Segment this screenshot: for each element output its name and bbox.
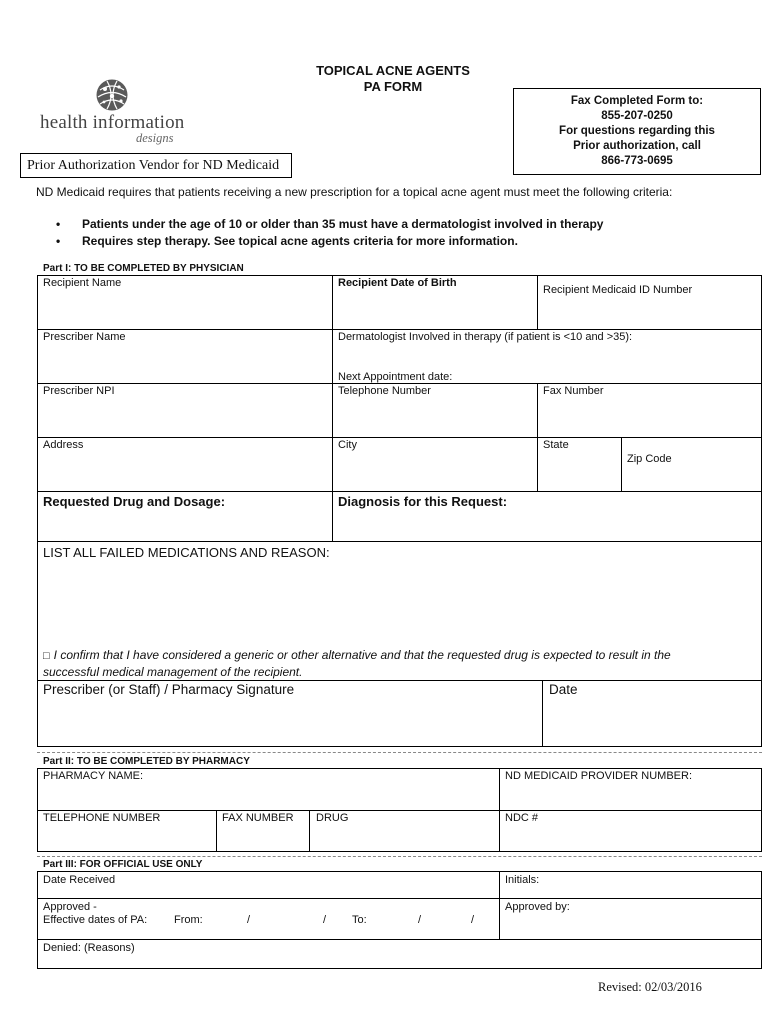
pharmacy-name-label: PHARMACY NAME: (43, 770, 144, 782)
requested-drug-label: Requested Drug and Dosage: (43, 494, 226, 509)
provider-number-label: ND MEDICAID PROVIDER NUMBER: (505, 770, 693, 782)
city-field[interactable] (335, 454, 533, 488)
failed-medications-label: LIST ALL FAILED MEDICATIONS AND REASON: (43, 545, 330, 560)
section-separator (37, 752, 762, 753)
part2-heading: Part II: TO BE COMPLETED BY PHARMACY (43, 756, 250, 767)
confirm-line-1 (43, 648, 671, 665)
date-received-label: Date Received (43, 874, 116, 886)
initials-field[interactable] (552, 874, 758, 896)
section-separator (37, 856, 762, 857)
prescriber-npi-field[interactable] (40, 400, 328, 434)
fax-line-1: Fax Completed Form to: (570, 95, 704, 107)
fax-line-3: For questions regarding this (559, 125, 715, 137)
denied-label: Denied: (Reasons) (43, 942, 135, 954)
diagnosis-label: Diagnosis for this Request: (338, 494, 508, 509)
form-title (288, 63, 498, 95)
part3-row-divider (37, 939, 762, 940)
provider-number-field[interactable] (502, 785, 758, 807)
fax-line-2: 855-207-0250 (601, 110, 673, 122)
prescriber-name-field[interactable] (40, 346, 328, 380)
confirm-line-2 (43, 665, 671, 681)
recipient-dob-label: Recipient Date of Birth (338, 277, 457, 289)
state-label: State (543, 439, 569, 451)
vendor-label: Prior Authorization Vendor for ND Medicaid (20, 153, 292, 178)
pharmacy-fax-label: FAX NUMBER (222, 812, 294, 824)
to-label: To: (352, 914, 367, 926)
recipient-dob-field[interactable] (335, 292, 533, 326)
failed-medications-field[interactable] (40, 563, 758, 643)
signature-field[interactable] (40, 702, 538, 744)
part3-heading: Part III: FOR OFFICIAL USE ONLY (43, 859, 203, 870)
to-date-field[interactable] (372, 912, 495, 934)
date-received-field[interactable] (140, 874, 495, 896)
fax-number-label: Fax Number (543, 385, 604, 397)
initials-label: Initials: (505, 874, 540, 886)
prescriber-name-label: Prescriber Name (43, 331, 126, 343)
confirm-text-2: successful medical management of the recipient. (43, 664, 303, 679)
signature-date-field[interactable] (546, 702, 758, 744)
part2-col-divider (309, 810, 310, 852)
state-field[interactable] (540, 454, 618, 488)
drug-label: DRUG (316, 812, 349, 824)
from-date-slash: / (247, 914, 251, 926)
intro-text: ND Medicaid requires that patients receiving a new prescription for a topical acne agent must meet the following criteria: (36, 185, 673, 199)
hid-globe-logo-icon (95, 78, 129, 112)
approved-by-field[interactable] (502, 916, 758, 936)
dermatologist-label: Dermatologist Involved in therapy (if patient is <10 and >35): (338, 331, 633, 343)
pharmacy-telephone-field[interactable] (40, 827, 212, 849)
revised-date: Revised: 02/03/2016 (598, 980, 702, 994)
fax-line-5: 866-773-0695 (601, 155, 673, 167)
dermatologist-field[interactable] (335, 346, 758, 370)
approved-by-label: Approved by: (505, 901, 570, 913)
telephone-label: Telephone Number (338, 385, 431, 397)
fax-number-field[interactable] (540, 400, 758, 434)
from-label: From: (174, 914, 203, 926)
recipient-name-label: Recipient Name (43, 277, 122, 289)
pharmacy-telephone-label: TELEPHONE NUMBER (43, 812, 161, 824)
logo-wordmark: health information (40, 112, 185, 133)
from-date-field[interactable] (210, 912, 340, 934)
address-label: Address (43, 439, 84, 451)
to-date-slash: / (418, 914, 422, 926)
drug-field[interactable] (312, 827, 495, 849)
part1-col-divider (537, 383, 538, 491)
confirm-statement (43, 648, 671, 680)
part1-row-divider (37, 541, 762, 542)
to-date-slash: / (471, 914, 475, 926)
part2-col-divider (216, 810, 217, 852)
prescriber-npi-label: Prescriber NPI (43, 385, 115, 397)
form-title-line1: TOPICAL ACNE AGENTS (316, 63, 470, 78)
recipient-id-field[interactable] (540, 300, 758, 326)
signature-label: Prescriber (or Staff) / Pharmacy Signature (43, 682, 295, 697)
criteria-item: • Patients under the age of 10 or older than 35 must have a dermatologist involved in therapy (56, 216, 603, 233)
form-title-line2: PA FORM (363, 79, 423, 94)
confirm-checkbox[interactable]: □ (43, 650, 50, 662)
part1-heading: Part I: TO BE COMPLETED BY PHYSICIAN (43, 263, 244, 274)
date-label: Date (549, 682, 578, 697)
city-label: City (338, 439, 357, 451)
fax-info-box (513, 88, 761, 175)
diagnosis-field[interactable] (335, 512, 758, 539)
telephone-field[interactable] (335, 400, 533, 434)
recipient-name-field[interactable] (40, 292, 328, 326)
part1-row-divider (37, 383, 762, 384)
part1-row-divider (37, 680, 762, 681)
address-field[interactable] (40, 454, 328, 488)
pharmacy-name-field[interactable] (40, 785, 495, 807)
zip-code-label: Zip Code (627, 453, 672, 465)
approved-label: Approved - (43, 901, 97, 913)
part1-col-divider (621, 437, 622, 491)
ndc-label: NDC # (505, 812, 539, 824)
fax-line-4: Prior authorization, call (573, 140, 701, 152)
part1-col-divider (537, 275, 538, 329)
criteria-item: • Requires step therapy. See topical acne agents criteria for more information. (56, 233, 603, 250)
part3-col-divider (499, 871, 500, 939)
part2-row-divider (37, 810, 762, 811)
part1-col-divider (332, 275, 333, 541)
requested-drug-field[interactable] (40, 512, 328, 539)
logo-subtitle: designs (136, 131, 174, 145)
confirm-text-1: I confirm that I have considered a generic or other alternative and that the requested drug is expected to result in the (53, 648, 671, 662)
part3-row-divider (37, 898, 762, 899)
denied-reasons-field[interactable] (150, 942, 758, 966)
part2-col-divider (499, 768, 500, 852)
part1-row-divider (37, 437, 762, 438)
zip-code-field[interactable] (624, 468, 758, 488)
pharmacy-fax-field[interactable] (219, 827, 305, 849)
next-appointment-label: Next Appointment date: (338, 371, 453, 383)
effective-dates-label: Effective dates of PA: (43, 914, 148, 926)
part1-row-divider (37, 491, 762, 492)
part1-row-divider (37, 329, 762, 330)
criteria-list (56, 216, 603, 249)
part1-col-divider (542, 680, 543, 747)
ndc-field[interactable] (502, 827, 758, 849)
from-date-slash: / (323, 914, 327, 926)
recipient-id-label: Recipient Medicaid ID Number (543, 284, 693, 296)
